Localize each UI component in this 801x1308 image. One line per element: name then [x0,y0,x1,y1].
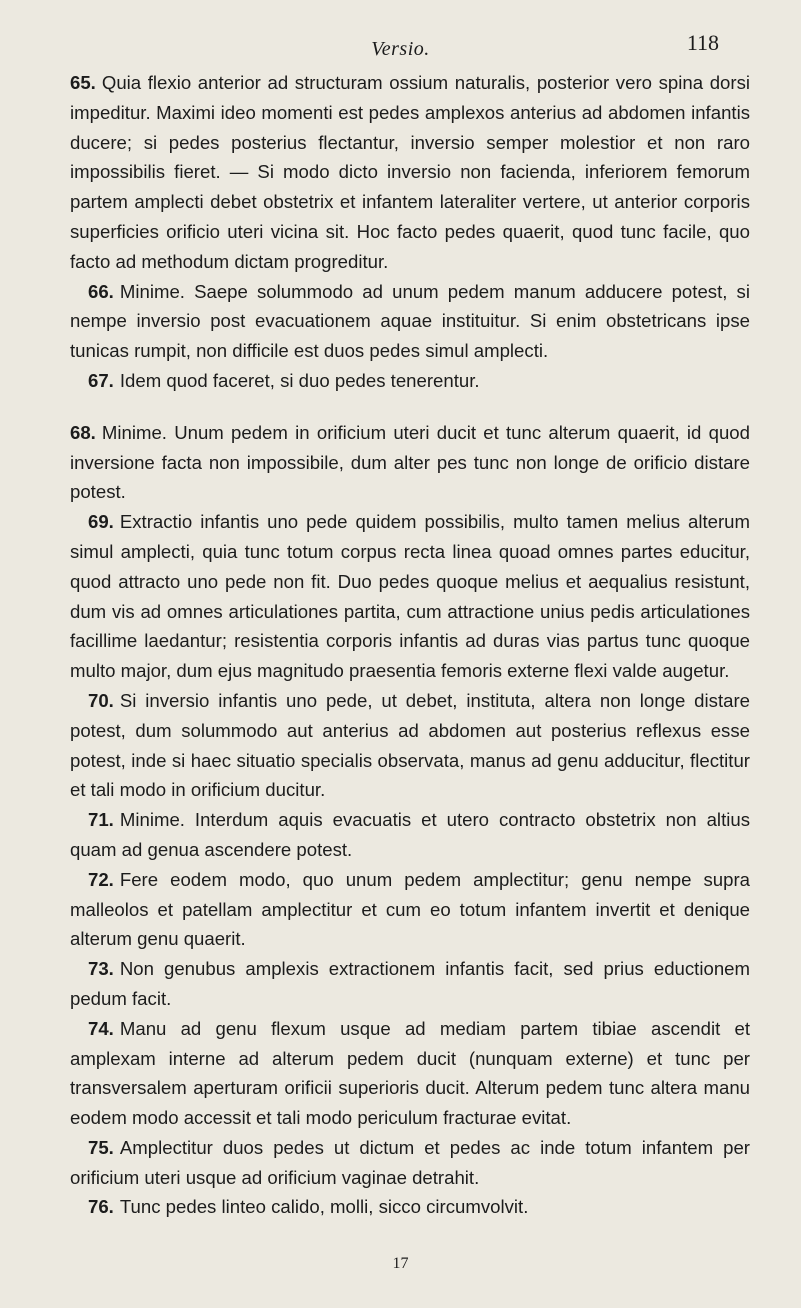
section-gap [70,396,750,418]
paragraph-number: 69. [88,511,114,533]
paragraph-number: 74. [88,1017,114,1039]
paragraph-text: Manu ad genu flexum usque ad mediam partem tibiae ascendit et amplexam interne ad alterum pedem ducit (nunquam externe) et tunc per transversalem aperturam orificii superioris ducit. Alterum pedem tunc altera manu eodem modo accessit et tali modo periculum fracturae evitat. [70,1017,750,1129]
paragraph [70,277,750,366]
paragraph-number: 76. [88,1196,114,1218]
paragraph-number: 73. [88,958,114,980]
paragraph [70,1192,750,1222]
paragraph [70,507,750,686]
paragraph-text: Fere eodem modo, quo unum pedem amplectitur; genu nempe supra malleolos et patellam amplectitur et cum eo totum infantem invertit et denique alterum genu quaerit. [70,868,750,950]
paragraph-number: 70. [88,689,114,711]
paragraph [70,1014,750,1133]
paragraph [70,805,750,865]
paragraph [70,865,750,954]
paragraph-number: 68. [70,421,96,443]
paragraph-number: 65. [70,72,96,93]
paragraph-text: Si inversio infantis uno pede, ut debet, instituta, altera non longe distare potest, dum solummodo aut anterius ad abdomen aut posterius reflexus esse potest, inde si haec situatio specialis observata, manus ad genu adducitur, flectitur et tali modo in orificium ducitur. [70,689,750,801]
paragraph-number: 71. [88,809,114,831]
paragraph-text: Minime. Unum pedem in orificium uteri ducit et tunc alterum quaerit, id quod inversione facta non impossibile, dum alter pes tunc non longe de orificio distare potest. [70,421,750,503]
paragraph [70,686,750,805]
body-text [70,68,750,1222]
paragraph-number: 72. [88,868,114,890]
paragraph [70,954,750,1014]
paragraph-block-1 [70,68,750,396]
paragraph-text: Minime. Saepe solummodo ad unum pedem manum adducere potest, si nempe inversio post evacuationem aquae instituitur. Si enim obstetricans ipse tunicas rumpit, non difficile est duos pedes simul amplecti. [70,280,750,362]
paragraph [70,418,750,507]
paragraph-text: Quia flexio anterior ad structuram ossium naturalis, posterior vero spina dorsi impeditur. Maximi ideo momenti est pedes amplexos anterius ad abdomen infantis ducere; si pedes posterius flectantur, inversio semper molestior et non raro impossibilis fieret. — Si modo dicto inversio non facienda, inferiorem femorum partem amplecti debet obstetrix et infantem lateraliter vertere, ut anterior corporis superficies orificio uteri vicina sit. Hoc facto pedes quaerit, quod tunc facile, quo facto ad methodum dictam progreditur. [70,72,750,272]
paragraph-text: Tunc pedes linteo calido, molli, sicco circumvolvit. [119,1196,529,1218]
running-title: Versio. [371,38,430,60]
paragraph-text: Extractio infantis uno pede quidem possibilis, multo tamen melius alterum simul amplecti, quia tunc totum corpus recta linea quoad omnes partes educitur, quod attracto uno pede non fit. Duo pedes quoque melius et aequalius resistunt, dum vis ad omnes articulationes partita, cum attractione unius pedis articulationes facillime laedantur; resistentia corporis infantis ad duras vias partus tunc quoque multo major, dum ejus magnitudo praesentia femoris externe flexi valde augetur. [70,511,750,682]
paragraph [70,366,750,396]
paragraph [70,68,750,277]
paragraph-text: Minime. Interdum aquis evacuatis et utero contracto obstetrix non altius quam ad genua ascendere potest. [70,809,750,860]
paragraph-block-2 [70,418,750,1223]
paragraph-text: Amplectitur duos pedes ut dictum et pedes ac inde totum infantem per orificium uteri usque ad orificium vaginae detrahit. [70,1136,750,1188]
signature-mark: 17 [392,1255,409,1272]
paragraph-text: Idem quod faceret, si duo pedes tenerentur. [119,369,480,391]
paragraph-number: 66. [88,280,114,302]
paragraph-number: 75. [88,1136,114,1158]
page-number: 118 [686,30,719,55]
paragraph [70,1133,750,1193]
paragraph-number: 67. [88,369,114,391]
paragraph-text: Non genubus amplexis extractionem infantis facit, sed prius eductionem pedum facit. [70,958,750,1009]
